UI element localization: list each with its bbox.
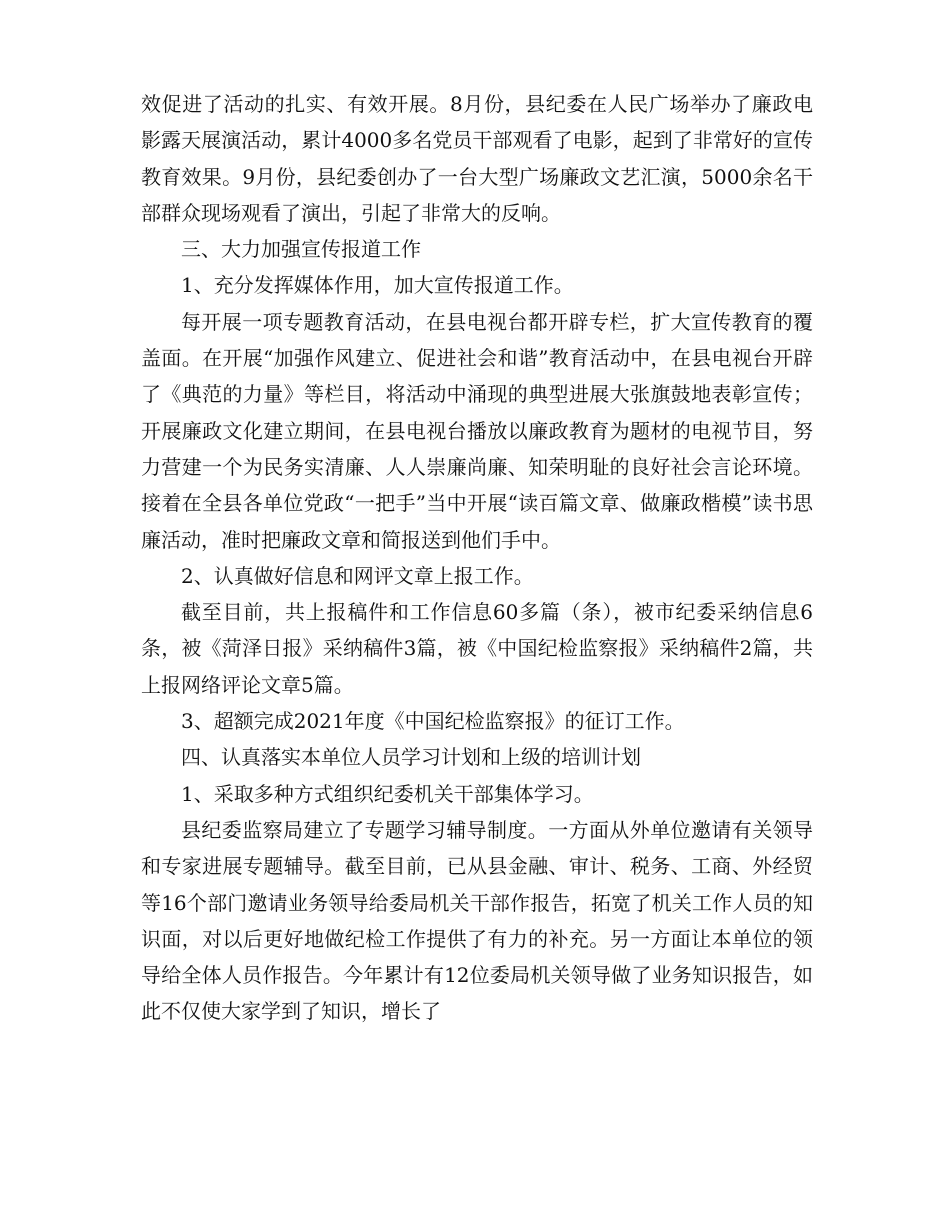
paragraph-media: 每开展一项专题教育活动，在县电视台都开辟专栏，扩大宣传教育的覆盖面。在开展“加强作风建立、促进社会和谐”教育活动中，在县电视台开辟了《典范的力量》等栏目，将活动中涌现的典型进展大张旗鼓地表彰宣传；开展廉政文化建立期间，在县电视台播放以廉政教育为题材的电视节目，努力营建一个为民务实清廉、人人崇廉尚廉、知荣明耻的良好社会言论环境。接着在全县各单位党政“一把手”当中开展“读百篇文章、做廉政楷模”读书思廉活动，准时把廉政文章和简报送到他们手中。 [141, 309, 813, 552]
subheading-4-1: 1、采取多种方式组织纪委机关干部集体学习。 [181, 781, 594, 806]
subheading-3-1: 1、充分发挥媒体作用，加大宣传报道工作。 [181, 273, 574, 298]
document-body [141, 86, 813, 1030]
section-heading-4: 四、认真落实本单位人员学习计划和上级的培训计划 [181, 745, 641, 770]
subheading-3-3: 3、超额完成2021年度《中国纪检监察报》的征订工作。 [181, 709, 685, 734]
section-heading-3: 三、大力加强宣传报道工作 [181, 237, 421, 262]
paragraph-study: 县纪委监察局建立了专题学习辅导制度。一方面从外单位邀请有关领导和专家进展专题辅导。截至目前，已从县金融、审计、税务、工商、外经贸等16个部门邀请业务领导给委局机关干部作报告，拓宽了机关工作人员的知识面，对以后更好地做纪检工作提供了有力的补充。另一方面让本单位的领导给全体人员作报告。今年累计有12位委局机关领导做了业务知识报告，如此不仅使大家学到了知识，增长了 [141, 817, 813, 1024]
paragraph-reports: 截至目前，共上报稿件和工作信息60多篇（条），被市纪委采纳信息6条，被《菏泽日报》采纳稿件3篇，被《中国纪检监察报》采纳稿件2篇，共上报网络评论文章5篇。 [141, 600, 813, 697]
paragraph-1: 效促进了活动的扎实、有效开展。8月份，县纪委在人民广场举办了廉政电影露天展演活动，累计4000多名党员干部观看了电影，起到了非常好的宣传教育效果。9月份，县纪委创办了一台大型广场廉政文艺汇演，5000余名干部群众现场观看了演出，引起了非常大的反响。 [141, 92, 813, 225]
subheading-3-2: 2、认真做好信息和网评文章上报工作。 [181, 563, 534, 588]
